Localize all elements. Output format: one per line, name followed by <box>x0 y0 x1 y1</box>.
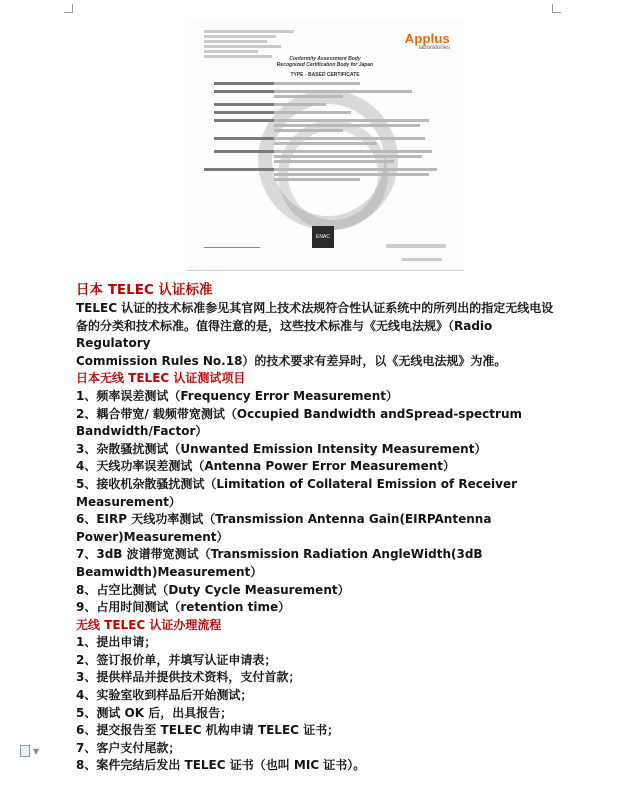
test-item: 5、接收机杂散骚扰测试（Limitation of Collateral Emission of Receiver <box>76 476 518 491</box>
test-item: Bandwidth/Factor） <box>76 424 208 439</box>
process-step: 4、实验室收到样品后开始测试； <box>76 688 253 703</box>
certificate-code <box>402 258 442 261</box>
test-item: 6、EIRP 天线功率测试（Transmission Antenna Gain(EIRPAntenna <box>76 512 492 527</box>
process-step: 2、签订报价单，并填写认证申请表； <box>76 652 277 667</box>
section-heading-test-items: 日本无线 TELEC 认证测试项目 <box>76 371 246 386</box>
enac-seal: ENAC <box>312 226 334 248</box>
process-step: 1、提出申请； <box>76 635 157 650</box>
paragraph-line: Commission Rules No.18）的技术要求有差异时，以《无线电法规》为准。 <box>76 353 507 368</box>
test-item: Power)Measurement） <box>76 529 229 544</box>
margin-corner-mark-left <box>64 4 73 13</box>
process-step: 8、案件完结后发出 TELEC 证书（也叫 MIC 证书）。 <box>76 758 366 773</box>
test-item: 4、天线功率误差测试（Antenna Power Error Measurement） <box>76 459 455 474</box>
test-item: 8、占空比测试（Duty Cycle Measurement） <box>76 582 350 597</box>
test-item: 3、杂散骚扰测试（Unwanted Emission Intensity Measurement） <box>76 441 487 456</box>
paragraph-line: TELEC 认证的技术标准参见其官网上技术法规符合性认证系统中的所列出的指定无线电设 <box>76 301 554 315</box>
process-step: 5、测试 OK 后，出具报告； <box>76 705 233 720</box>
test-item: Beamwidth)Measurement） <box>76 564 263 579</box>
process-step: 7、客户支付尾款； <box>76 740 181 755</box>
test-item: 9、占用时间测试（retention time） <box>76 600 291 615</box>
certificate-image[interactable] <box>186 20 464 271</box>
certificate-heading: TYPE - BASED CERTIFICATE <box>290 72 360 78</box>
test-item: Measurement） <box>76 494 181 509</box>
process-step: 3、提供样品并提供技术资料，支付首款； <box>76 670 301 685</box>
test-item: 2、耦合带宽/ 载频带宽测试（Occupied Bandwidth andSpread-spectrum <box>76 406 522 421</box>
process-step: 6、提交报告至 TELEC 机构申请 TELEC 证书； <box>76 723 340 738</box>
margin-corner-mark-right <box>552 4 561 13</box>
certificate-footer <box>204 226 446 248</box>
section-heading-standard: 日本 TELEC 认证标准 <box>76 282 213 298</box>
signature <box>204 233 260 248</box>
certificate-title: Conformity Assessment Body Recognized Certification Body for Japan <box>276 56 374 68</box>
test-item: 7、3dB 波谱带宽测试（Transmission Radiation AngleWidth(3dB <box>76 547 483 562</box>
paste-options-icon[interactable] <box>20 744 50 758</box>
section-heading-process: 无线 TELEC 认证办理流程 <box>76 617 222 632</box>
document-body <box>76 280 566 775</box>
test-item: 1、频率误差测试（Frequency Error Measurement） <box>76 388 398 403</box>
document-icon <box>20 745 30 757</box>
certificate-fields <box>204 82 446 186</box>
applus-logo: Applus laboratories <box>404 31 450 51</box>
chevron-down-icon: ▼ <box>33 746 40 756</box>
paragraph-line: 备的分类和技术标准。值得注意的是，这些技术标准与《无线电法规》（Radio Regulatory <box>76 318 493 351</box>
